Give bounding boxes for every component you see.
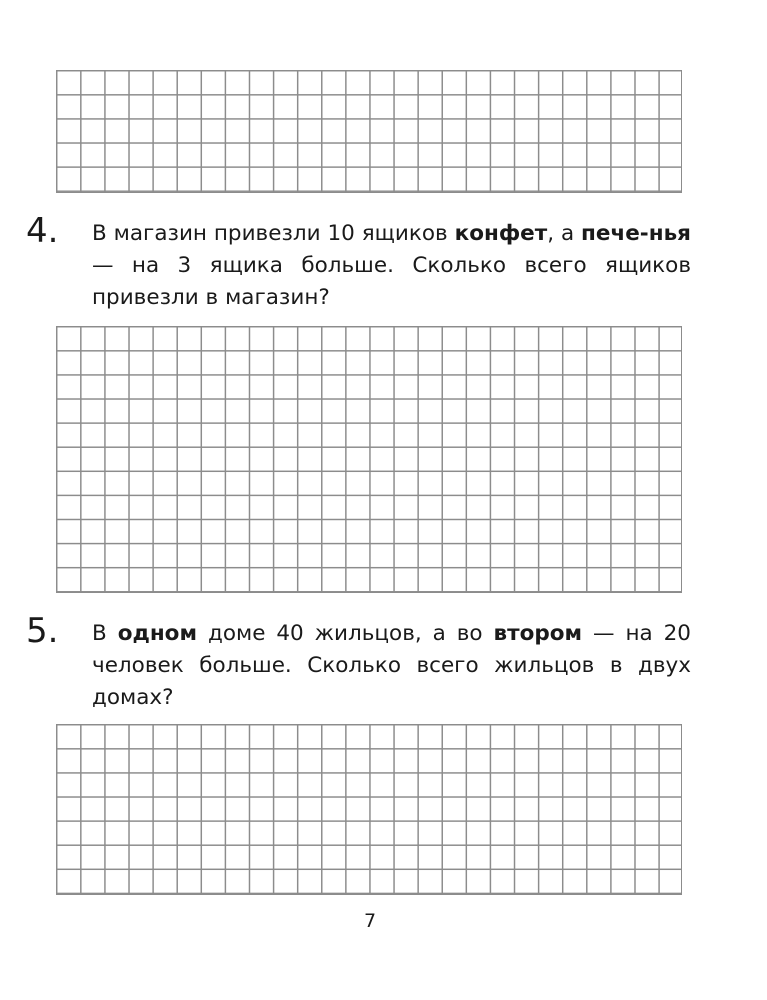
task-keyword: конфет <box>454 221 548 246</box>
answer-grid-task-5[interactable] <box>56 724 682 895</box>
task-text-part: — на 20 человек больше. Сколько всего жильцов в двух домах? <box>92 621 691 710</box>
task-text-part: , а <box>547 221 582 246</box>
answer-grid-task-4[interactable] <box>56 326 682 593</box>
task-text <box>92 218 691 314</box>
task-text-part: В <box>92 621 118 646</box>
task-number: 5. <box>26 611 59 651</box>
task-text-part: — на 3 ящика больше. Сколько всего ящиков привезли в магазин? <box>92 253 691 310</box>
task-number: 4. <box>26 211 59 251</box>
answer-grid-previous-task[interactable] <box>56 70 682 193</box>
task-text-part: доме 40 жильцов, а во <box>197 621 494 646</box>
task-text <box>92 618 691 714</box>
page-number: 7 <box>363 910 377 932</box>
task-5 <box>26 611 691 714</box>
task-keyword: втором <box>493 621 583 646</box>
task-keyword: одном <box>117 621 198 646</box>
task-keyword: пече-нья <box>581 221 691 246</box>
task-text-part: В магазин привезли 10 ящиков <box>92 221 455 246</box>
task-4 <box>26 211 691 314</box>
